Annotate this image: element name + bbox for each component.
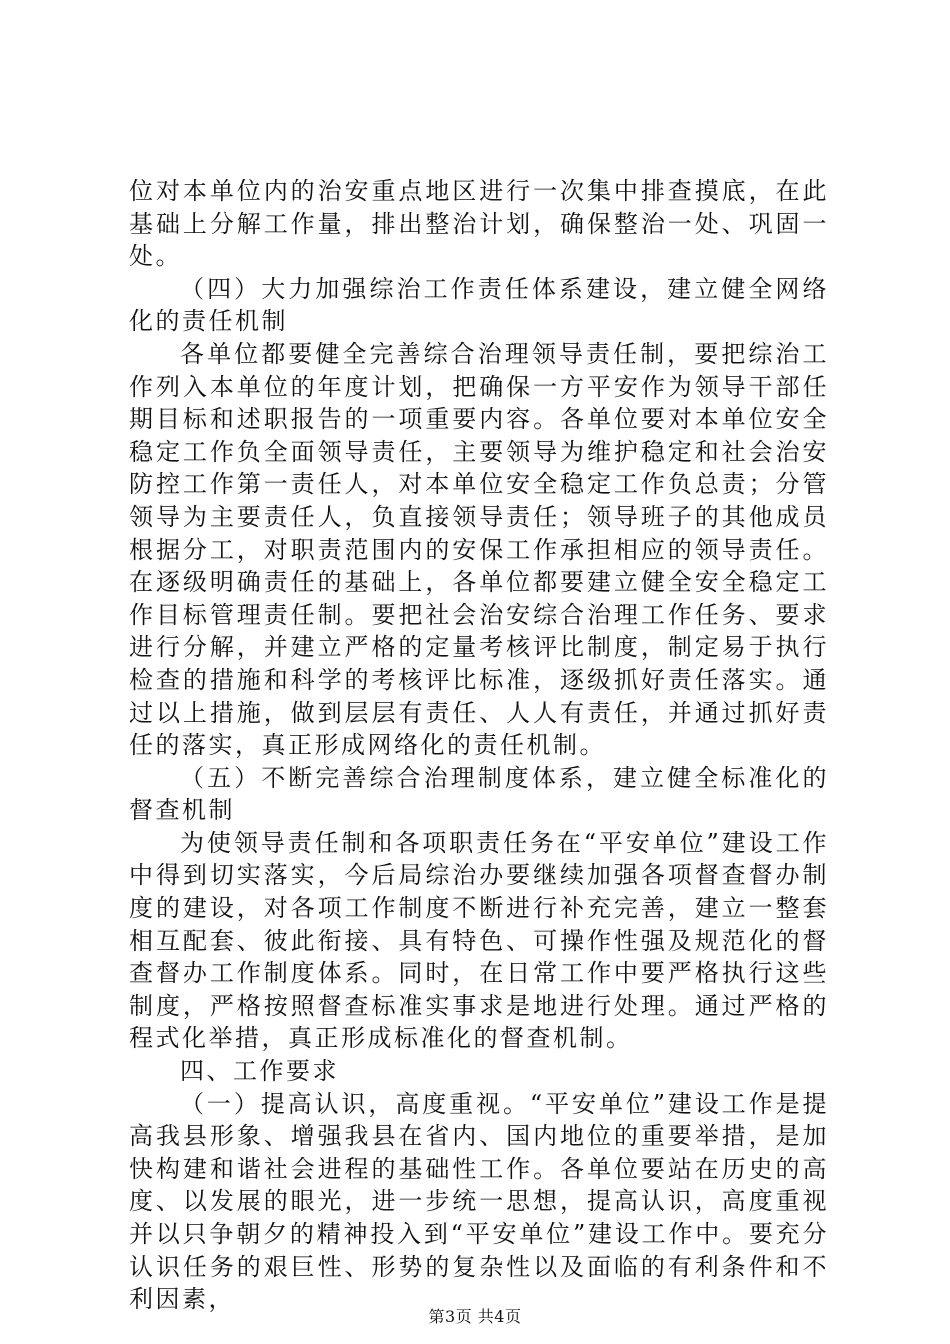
section-heading-work-requirements: 四、工作要求	[180, 1057, 339, 1086]
paragraph-continuation: 位对本单位内的治安重点地区进行一次集中排查摸底，在此基础上分解工作量，排出整治计划，确保整治一处、巩固一处。	[129, 177, 829, 271]
paragraph-supervision: 为使领导责任制和各项职责任务在“平安单位”建设工作中得到切实落实，今后局综治办要继续加强各项督查督办制度的建设，对各项工作制度不断进行补充完善，建立一整套相互配套、彼此衔接、具有特色、可操作性强及规范化的督查督办工作制度体系。同时，在日常工作中要严格执行这些制度，严格按照督查标准实事求是地进行处理。通过严格的程式化举措，真正形成标准化的督查机制。	[129, 828, 829, 1053]
section-heading-5: （五）不断完善综合治理制度体系，建立健全标准化的督查机制	[129, 763, 829, 825]
paragraph-awareness: （一）提高认识，高度重视。“平安单位”建设工作是提高我县形象、增强我县在省内、国内地位的重要举措，是加快构建和谐社会进程的基础性工作。各单位要站在历史的高度、以发展的眼光，进一步统一思想，提高认识，高度重视并以只争朝夕的精神投入到“平安单位”建设工作中。要充分认识任务的艰巨性、形势的复杂性以及面临的有利条件和不利因素，	[129, 1089, 829, 1314]
page-number-footer: 第3页 共4页	[428, 1307, 522, 1326]
paragraph-responsibility: 各单位都要健全完善综合治理领导责任制，要把综治工作列入本单位的年度计划，把确保一方平安作为领导干部任期目标和述职报告的一项重要内容。各单位要对本单位安全稳定工作负全面领导责任，主要领导为维护稳定和社会治安防控工作第一责任人，对本单位安全稳定工作负总责；分管领导为主要责任人，负直接领导责任；领导班子的其他成员根据分工，对职责范围内的安保工作承担相应的领导责任。在逐级明确责任的基础上，各单位都要建立健全安全稳定工作目标管理责任制。要把社会治安综合治理工作任务、要求进行分解，并建立严格的定量考核评比制度，制定易于执行检查的措施和科学的考核评比标准，逐级抓好责任落实。通过以上措施，做到层层有责任、人人有责任，并通过抓好责任的落实，真正形成网络化的责任机制。	[129, 339, 829, 760]
section-heading-4: （四）大力加强综治工作责任体系建设，建立健全网络化的责任机制	[129, 274, 829, 336]
document-body	[129, 175, 829, 1316]
